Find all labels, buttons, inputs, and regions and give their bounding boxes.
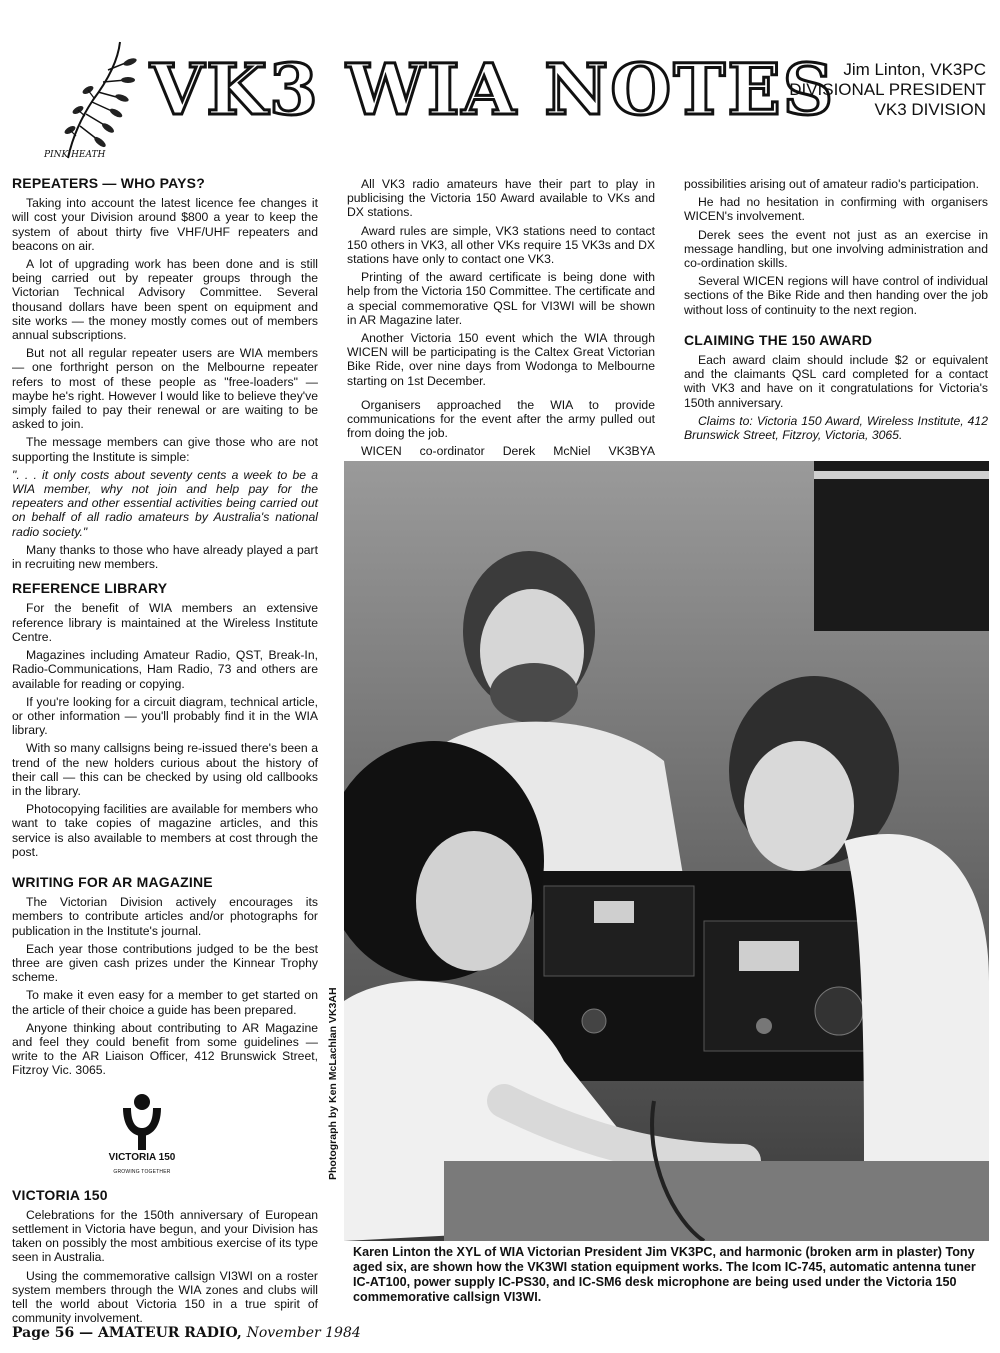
paragraph: Each award claim should include $2 or equivalent and the claimants QSL card completed for a contact with VK3 and have on it congratulations for Victoria's 150th anniversary. (684, 353, 988, 410)
footer-page: Page 56 — AMATEUR RADIO, (12, 1325, 242, 1341)
victoria-150-logo (92, 1090, 192, 1180)
author-division: VK3 DIVISION (874, 100, 986, 119)
paragraph: Printing of the award certificate is being done with help from the Victoria 150 Committee. The certificate and a special commemorative QSL for VI3WI will be shown in AR Magazine later. (347, 270, 655, 327)
paragraph: Using the commemorative callsign VI3WI on a roster system members through the WIA zones and clubs will tell the world about Victoria 150 in a true spirit of community involvement. (12, 1268, 318, 1326)
footer-month: November 1984 (246, 1325, 361, 1341)
paragraph: A lot of upgrading work has been done and is still being carried out by repeater groups through the Victorian Technical Advisory Committee. Several thousand dollars have been spent on equipment and site works — the money mostly comes out of members annual subscriptions. (12, 257, 318, 343)
paragraph: If you're looking for a circuit diagram, technical article, or other information — you'll probably find it in the WIA library. (12, 694, 318, 738)
paragraph: Derek sees the event not just as an exercise in message handling, but one involving administration and co-ordination skills. (684, 227, 988, 271)
paragraph: The message members can give those who are not supporting the Institute is simple: (12, 435, 318, 464)
paragraph: Anyone thinking about contributing to AR Magazine and feel they could benefit from some guidelines — write to the AR Liaison Officer, 412 Brunswick Street, Fitzroy Vic. 3065. (12, 1020, 318, 1078)
paragraph: Magazines including Amateur Radio, QST, Break-In, Radio-Communications, Ham Radio, 73 and others are available for reading or copying. (12, 648, 318, 691)
pink-heath-icon (48, 40, 158, 165)
paragraph: Award rules are simple, VK3 stations need to contact 150 others in VK3, all other VKs require 15 VK3s and DX stations have only to contact one VK3. (347, 223, 655, 267)
paragraph: Another Victoria 150 event which the WIA through WICEN will be participating is the Caltex Great Victorian Bike Ride, over nine days from Wodonga to Melbourne starting on 1st December. (347, 331, 655, 388)
repeaters-heading: REPEATERS — WHO PAYS? (12, 175, 205, 191)
paragraph: WICEN co-ordinator Derek McNiel VK3BYA (361, 444, 655, 459)
paragraph: Many thanks to those who have already played a part in recruiting new members. (12, 542, 318, 572)
column-2 (347, 177, 655, 491)
paragraph: Several WICEN regions will have control of individual sections of the Bike Ride and then handing over the job without loss of continuity to the next region. (684, 274, 988, 317)
library-heading: REFERENCE LIBRARY (12, 580, 168, 597)
photo-credit: Photograph by Ken McLachlan VK3AH (327, 987, 339, 1180)
page-footer (12, 1325, 361, 1341)
paragraph: For the benefit of WIA members an extensive reference library is maintained at the Wireless Institute Centre. (12, 601, 318, 644)
paragraph: Taking into account the latest licence fee changes it will cost your Division around $800 a year to keep the system of about thirty five VHF/UHF repeaters and beacons on air. (12, 196, 318, 253)
victoria-150-logo-title: VICTORIA 150 (108, 1151, 176, 1163)
paragraph: Photocopying facilities are available for members who want to take copies of magazine articles, and this service is also available to members at cost through the post. (12, 802, 318, 859)
paragraph: All VK3 radio amateurs have their part to play in publicising the Victoria 150 Award available to VKs and DX stations. (347, 177, 655, 220)
victoria-150-logo-tagline: GROWING TOGETHER (113, 1168, 171, 1175)
paragraph: Celebrations for the 150th anniversary of European settlement in Victoria have begun, and your Division has taken on possibly the most ambitious exercise of its type seen in Australia. (12, 1207, 318, 1265)
paragraph: Each year those contributions judged to be the best three are given cash prizes under the Kinnear Trophy scheme. (12, 941, 318, 985)
station-photo (344, 461, 989, 1241)
victoria150-heading: VICTORIA 150 (12, 1186, 108, 1203)
victoria-150-emblem-icon (119, 1090, 165, 1150)
paragraph: With so many callsigns being re-issued there's been a trend of the new holders curious about the history of their call — this can be checked by using old callbooks in the library. (12, 741, 318, 798)
paragraph: Organisers approached the WIA to provide communications for the event after the army pulled out from doing the job. (347, 397, 655, 441)
paragraph: He had no hesitation in confirming with organisers WICEN's involvement. (684, 195, 988, 224)
page-title: VK3 WIA NOTES (150, 48, 836, 131)
quote: ". . . it only costs about seventy cents a week to be a WIA member, why not join and help pay for the repeaters and other essential activities being carried out on behalf of all radio amateurs by Australia's national radio society." (12, 467, 318, 539)
station-photo-illustration (344, 461, 989, 1241)
photo-caption: Karen Linton the XYL of WIA Victorian President Jim VK3PC, and harmonic (broken arm in plaster) Tony aged six, are shown how the VK3WI station equipment works. The Icom IC-745, automatic antenna tuner IC-AT100, power supply IC-PS30, and IC-SM6 desk microphone are being used under the Victoria 150 commemorative callsign VI3WI. (353, 1245, 976, 1304)
author-name: Jim Linton, VK3PC (843, 60, 986, 79)
paragraph: The Victorian Division actively encourages its members to contribute articles and/or photographs for publication in the Institute's journal. (12, 895, 318, 938)
paragraph: But not all regular repeater users are WIA members — one forthright person on the Melbourne repeater refers to most of these people as "free-loaders" — maybe he's right. However I would like to believe they've simply failed to pay their renewal or are waiting to be asked to join. (12, 346, 318, 432)
logo-caption: PINK HEATH (44, 150, 106, 160)
column-3 (684, 177, 988, 446)
writing-heading: WRITING FOR AR MAGAZINE (12, 873, 213, 890)
paragraph: To make it even easy for a member to get started on the article of their choice a guide has been prepared. (12, 988, 318, 1017)
author-role: DIVISIONAL PRESIDENT (789, 80, 986, 99)
award-heading: CLAIMING THE 150 AWARD (684, 331, 873, 348)
paragraph: possibilities arising out of amateur radio's participation. (684, 177, 979, 191)
author-byline (789, 60, 986, 120)
column-1 (12, 176, 318, 1329)
claims-address: Claims to: Victoria 150 Award, Wireless Institute, 412 Brunswick Street, Fitzroy, Victoria, 3065. (684, 413, 988, 443)
